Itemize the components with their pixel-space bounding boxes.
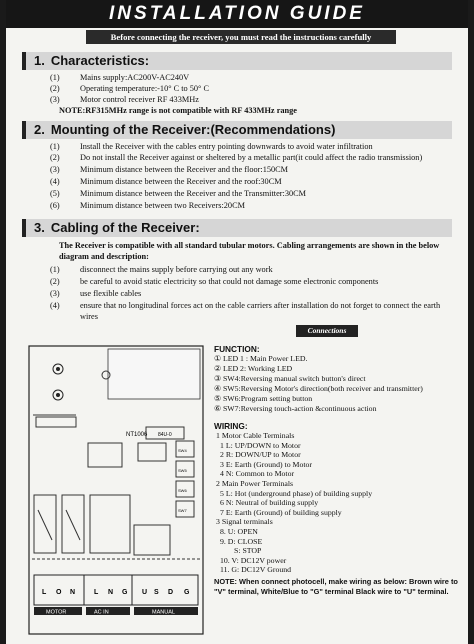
function-item: ② LED 2: Working LED <box>214 364 293 373</box>
section-2-heading <box>22 121 452 139</box>
terminal-group-label: MOTOR <box>46 609 67 616</box>
list-item: (1) Mains supply:AC200V-AC240V <box>50 73 190 82</box>
title-banner <box>6 0 468 28</box>
led-2-icon <box>53 390 63 400</box>
wiring-note: NOTE: When connect photocell, make wiring as below: Brown wire to "V" terminal, White/Blue to "G" terminal Black wire to "U" terminal. <box>214 577 458 596</box>
wiring-line: 7 E: Earth (Ground) of building supply <box>220 507 342 517</box>
page-title: INSTALLATION GUIDE <box>109 3 365 24</box>
section-number: 1. <box>34 53 45 68</box>
list-item: (4) ensure that no longitudinal forces act on the cable carriers after installation do not forget to connect the earth wires <box>50 301 441 321</box>
section-number: 2. <box>34 122 45 137</box>
function-item: ⑥ SW7:Reversing touch-action &continuous action <box>214 404 377 413</box>
svg-text:SW6: SW6 <box>178 488 187 493</box>
terminal-letter: G <box>184 589 190 596</box>
list-item: (1) Install the Receiver with the cables entry pointing downwards to avoid water infiltration <box>50 142 373 151</box>
wiring-line: 1 L: UP/DOWN to Motor <box>220 440 301 450</box>
list-item: (3) Minimum distance between the Receiver and the floor:150CM <box>50 165 289 174</box>
wiring-line: 3 E: Earth (Ground) to Motor <box>220 459 313 469</box>
list-item: (2) Do not install the Receiver against or sheltered by a metallic part(it could affect the radio transmission) <box>50 153 423 162</box>
list-item: (5) Minimum distance between the Receiver and the Transmitter:30CM <box>50 189 307 198</box>
guide-page: INSTALLATION GUIDE Before connecting the receiver, you must read the instructions carefully 1. Characteristics: (1) Mains supply:AC200V-AC240V (2) Operating temperature:-10° C to 50° C (3) Motor control receiver RF 433MHz NOTE:RF315MHz range is not compatible with RF 433MHz range 2. Mounting of the Receiver:(Recommendations) (1) Install the Receiver with the cables entry pointing downwards to avoid water infiltration (2) Do not install the Receiver against or sheltered by a metallic part(it could affect the radio transmission) (3) Minimum distance between the Receiver and the floor:150CM (4) Minimum distance between the Receiver and the roof:30CM (5) Minimum distance between the Receiver and the Transmitter:30CM (6) Minimum distance between two Receivers:20CM 3. Cabling of the Receiver: The Receiver is compatible with all standard tubular motors. Cabling arrangements are shown in the below diagram and description: (1) disconnect the mains supply before carrying out any work (2) be careful to avoid static electricity so that could not damage some electronic components (3) use flexible cables (4) ensure that no longitudinal forces act on the cable carriers after installation do not forget to connect the earth wires Connections NT1006 84U-0 SW4 SW5 SW6 SW7 MOTOR AC IN MANUAL L O N L N G U S D G FUNCTION: ① LED 1 : Main Power LED. ② LED 2: Working LED ③ SW4:Reversing manual switch button's direct ④ SW5:Reversing Motor's direction(both receiver and transmitter) ⑤ SW6:Program setting button ⑥ SW7:Reversing touch-action &continuous action WIRING: 1 Motor Cable Terminals 1 L: UP/DOWN to Motor 2 R: DOWN/UP to Motor 3 E: Earth (Ground) to Motor 4 N: Common to Motor 2 Main Power Terminals 5 L: Hot (underground phase) of building supply 6 N: Neutral of building supply 7 E: Earth (Ground) of building supply 3 Signal terminals 8. U: OPEN 9. D: CLOSE S: STOP 10. V: DC12V power 11. G: DC12V Ground NOTE: When connect photocell, make wiring as below: Brown wire to "V" terminal, White/Blue to "G" terminal Black wire to "U" terminal. <box>6 0 468 644</box>
list-item: (6) Minimum distance between two Receivers:20CM <box>50 201 245 210</box>
wiring-line: 11. G: DC12V Ground <box>220 565 292 575</box>
wiring-title: WIRING: <box>214 421 248 431</box>
terminal-letters <box>42 589 190 596</box>
board-model-label: NT1006 <box>126 432 148 438</box>
connections-label: Connections <box>296 325 358 337</box>
terminal-letter: D <box>168 589 174 596</box>
section-1-heading <box>22 52 452 70</box>
wiring-line: 5 L: Hot (underground phase) of building supply <box>220 488 373 498</box>
function-item: ④ SW5:Reversing Motor's direction(both receiver and transmitter) <box>214 384 423 393</box>
wiring-line: 4 N: Common to Motor <box>220 469 295 479</box>
svg-text:SW7: SW7 <box>178 508 187 513</box>
section-title: Mounting of the Receiver:(Recommendations) <box>50 122 336 137</box>
terminal-letter: L <box>94 589 99 596</box>
section-note: NOTE:RF315MHz range is not compatible with RF 433MHz range <box>59 106 297 115</box>
terminal-letter: S <box>154 589 159 596</box>
wiring-line: 3 Signal terminals <box>216 517 273 527</box>
list-item: (4) Minimum distance between the Receiver and the roof:30CM <box>50 177 282 186</box>
svg-text:SW4: SW4 <box>178 448 187 453</box>
chip-label: 84U-0 <box>158 432 172 438</box>
wiring-line: S: STOP <box>234 546 262 556</box>
led-1-icon <box>53 364 63 374</box>
terminal-letter: L <box>42 589 47 596</box>
terminal-letter: N <box>70 589 76 596</box>
terminal-letter: G <box>122 589 128 596</box>
section-intro: The Receiver is compatible with all standard tubular motors. Cabling arrangements are shown in the below diagram and description: <box>59 241 440 261</box>
function-item: ⑤ SW6:Program setting button <box>214 394 313 403</box>
svg-text:SW5: SW5 <box>178 468 187 473</box>
terminal-group-label: MANUAL <box>152 609 175 616</box>
terminal-letter: U <box>142 589 148 596</box>
function-title: FUNCTION: <box>214 344 260 354</box>
wiring-line: 9. D: CLOSE <box>220 536 263 546</box>
function-item: ③ SW4:Reversing manual switch button's direct <box>214 374 366 383</box>
receiver-circuit-diagram <box>28 345 204 635</box>
section-title: Characteristics: <box>50 53 150 68</box>
wiring-line: 6 N: Neutral of building supply <box>220 498 319 508</box>
terminal-letter: N <box>108 589 114 596</box>
function-item: ① LED 1 : Main Power LED. <box>214 354 308 363</box>
terminal-group-label: AC IN <box>94 609 109 616</box>
terminal-letter: O <box>56 589 62 596</box>
list-item: (3) Motor control receiver RF 433MHz <box>50 95 199 104</box>
wiring-line: 2 Main Power Terminals <box>216 479 294 488</box>
wiring-line: 10. V: DC12V power <box>220 555 287 565</box>
wiring-line: 1 Motor Cable Terminals <box>216 431 295 440</box>
wiring-line: 2 R: DOWN/UP to Motor <box>220 450 301 460</box>
section-number: 3. <box>34 220 45 235</box>
section-title: Cabling of the Receiver: <box>50 220 200 235</box>
subtitle-bar: Before connecting the receiver, you must read the instructions carefully <box>86 30 396 44</box>
wiring-line: 8. U: OPEN <box>220 527 258 536</box>
section-3-heading <box>22 219 452 237</box>
transformer <box>90 495 130 553</box>
list-item: (2) Operating temperature:-10° C to 50° C <box>50 84 209 93</box>
